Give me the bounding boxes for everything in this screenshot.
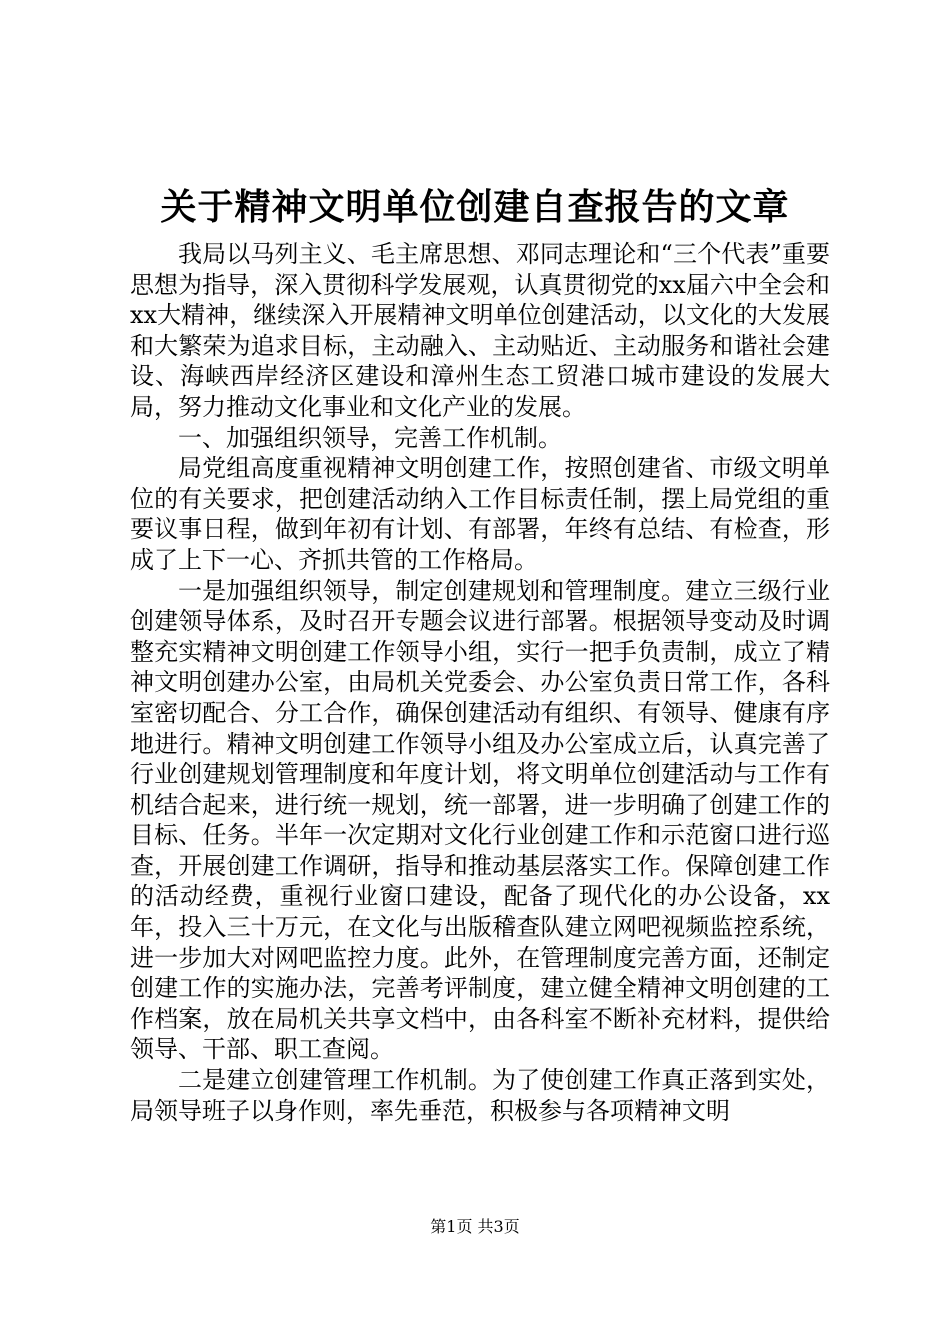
document-body xyxy=(130,239,830,1126)
document-title: 关于精神文明单位创建自查报告的文章 xyxy=(160,186,790,228)
paragraph-point-two: 二是建立创建管理工作机制。为了使创建工作真正落到实处，局领导班子以身作则，率先垂范，积极参与各项精神文明 xyxy=(130,1066,830,1125)
paragraph-intro: 我局以马列主义、毛主席思想、邓同志理论和“三个代表”重要思想为指导，深入贯彻科学发展观，认真贯彻党的xx届六中全会和xx大精神，继续深入开展精神文明单位创建活动，以文化的大发展和大繁荣为追求目标，主动融入、主动贴近、主动服务和谐社会建设、海峡西岸经济区建设和漳州生态工贸港口城市建设的发展大局，努力推动文化事业和文化产业的发展。 xyxy=(130,240,830,421)
paragraph-point-one: 一是加强组织领导，制定创建规划和管理制度。建立三级行业创建领导体系，及时召开专题会议进行部署。根据领导变动及时调整充实精神文明创建工作领导小组，实行一把手负责制，成立了精神文明创建办公室，由局机关党委会、办公室负责日常工作，各科室密切配合、分工合作，确保创建活动有组织、有领导、健康有序地进行。精神文明创建工作领导小组及办公室成立后，认真完善了行业创建规划管理制度和年度计划，将文明单位创建活动与工作有机结合起来，进行统一规划，统一部署，进一步明确了创建工作的目标、任务。半年一次定期对文化行业创建工作和示范窗口进行巡查，开展创建工作调研，指导和推动基层落实工作。保障创建工作的活动经费，重视行业窗口建设，配备了现代化的办公设备，xx年，投入三十万元，在文化与出版稽查队建立网吧视频监控系统，进一步加大对网吧监控力度。此外，在管理制度完善方面，还制定创建工作的实施办法，完善考评制度，建立健全精神文明创建的工作档案，放在局机关共享文档中，由各科室不断补充材料，提供给领导、干部、职工查阅。 xyxy=(130,576,830,1064)
paragraph-leadership: 局党组高度重视精神文明创建工作，按照创建省、市级文明单位的有关要求，把创建活动纳入工作目标责任制，摆上局党组的重要议事日程，做到年初有计划、有部署，年终有总结、有检查，形成了上下一心、齐抓共管的工作格局。 xyxy=(130,454,830,574)
page-number-footer: 第1页 共3页 xyxy=(430,1217,520,1236)
section-heading-1: 一、加强组织领导，完善工作机制。 xyxy=(178,423,562,452)
